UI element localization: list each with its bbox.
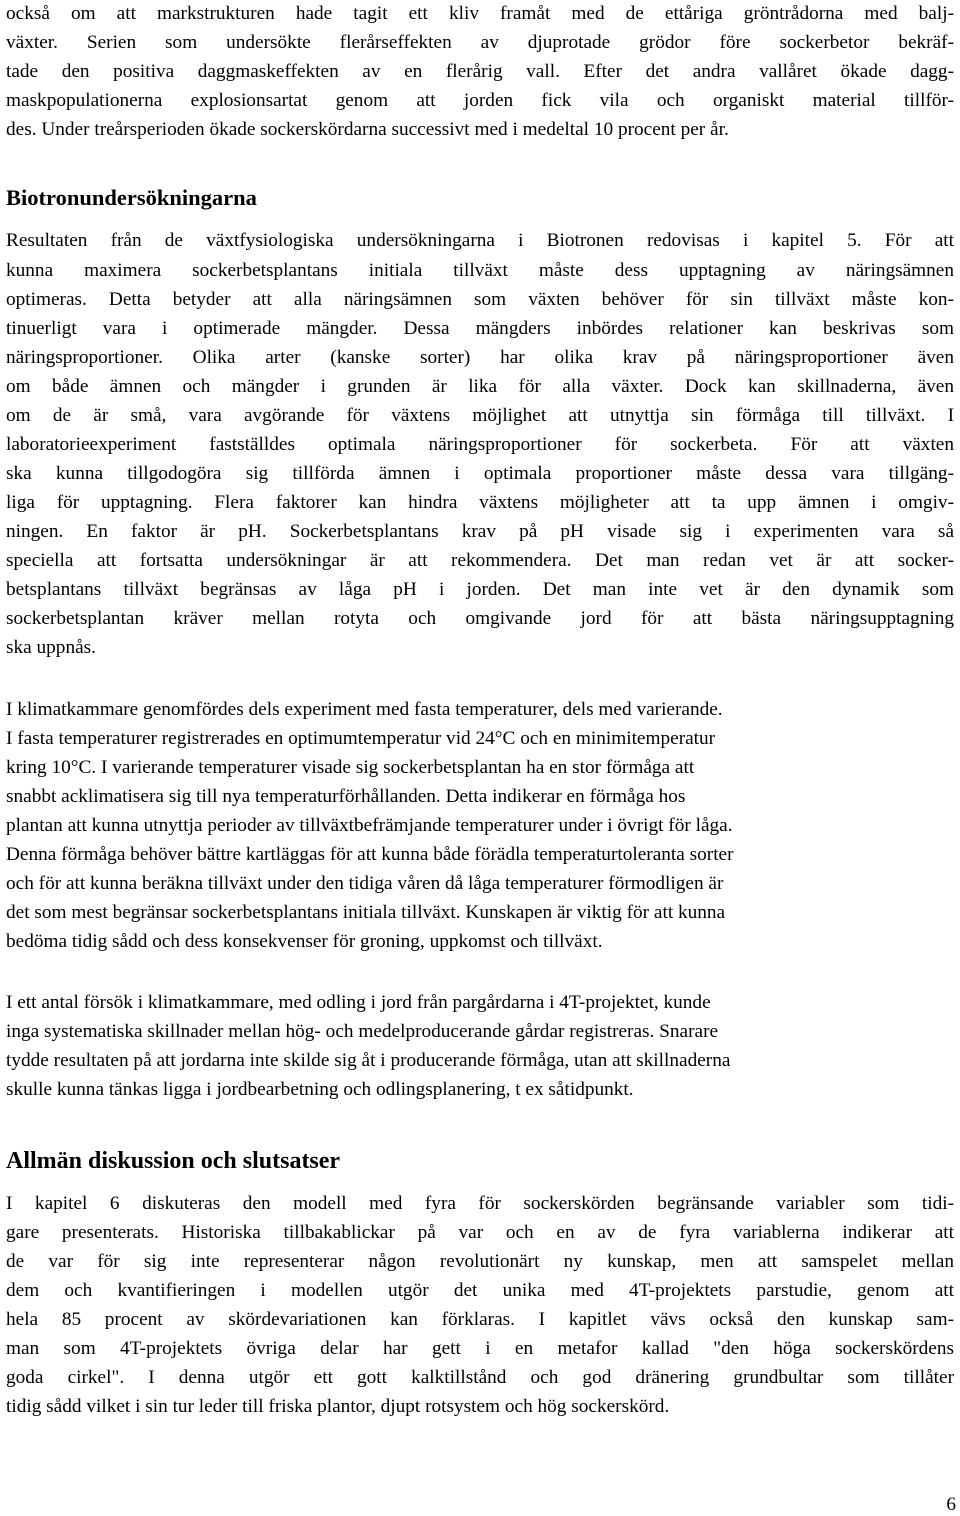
text-line: sockerbetsplantan kräver mellan rotyta och omgivande jord för att bästa näringsupptagning bbox=[6, 608, 954, 629]
text-line: plantan att kunna utnyttja perioder av tillväxtbefrämjande temperaturer under i övrigt för låga. bbox=[6, 815, 733, 836]
text-line: des. Under treårsperioden ökade sockerskördarna successivt med i medeltal 10 procent per år. bbox=[6, 119, 729, 140]
text-line: också om att markstrukturen hade tagit ett kliv framåt med de ettåriga gröntrådorna med balj- bbox=[6, 3, 954, 24]
text-line: I ett antal försök i klimatkammare, med odling i jord från pargårdarna i 4T-projektet, kunde bbox=[6, 992, 711, 1013]
section-heading-biotron: Biotronundersökningarna bbox=[6, 185, 257, 210]
text-line: ska uppnås. bbox=[6, 637, 96, 658]
text-line: och för att kunna beräkna tillväxt under den tidiga våren då låga temperaturer förmodligen är bbox=[6, 873, 724, 894]
text-line: ningen. En faktor är pH. Sockerbetsplantans krav på pH visade sig i experimenten vara så bbox=[6, 521, 954, 542]
text-line: tidig sådd vilket i sin tur leder till friska plantor, djupt rotsystem och hög sockerskörd. bbox=[6, 1396, 670, 1417]
text-line: bedöma tidig sådd och dess konsekvenser för groning, uppkomst och tillväxt. bbox=[6, 931, 603, 952]
section-heading-allman-diskussion: Allmän diskussion och slutsatser bbox=[6, 1148, 341, 1174]
text-line: inga systematiska skillnader mellan hög- och medelproducerande gårdar registreras. Snarare bbox=[6, 1021, 719, 1042]
text-line: om både ämnen och mängder i grunden är lika för alla växter. Dock kan skillnaderna, även bbox=[6, 376, 954, 397]
text-line: I fasta temperaturer registrerades en optimumtemperatur vid 24°C och en minimitemperatur bbox=[6, 728, 716, 749]
text-line: maskpopulationerna explosionsartat genom att jorden fick vila och organiskt material tillför- bbox=[6, 90, 954, 111]
text-line: skulle kunna tänkas ligga i jordbearbetning och odlingsplanering, t ex såtidpunkt. bbox=[6, 1079, 634, 1100]
text-line: kunna maximera sockerbetsplantans initiala tillväxt måste dess upptagning av näringsämnen bbox=[6, 260, 954, 281]
text-line: tydde resultaten på att jordarna inte skilde sig åt i producerande förmåga, utan att skillnaderna bbox=[6, 1050, 731, 1071]
text-line: betsplantans tillväxt begränsas av låga pH i jorden. Det man inte vet är den dynamik som bbox=[6, 579, 954, 600]
text-line: de var för sig inte representerar någon revolutionärt ny kunskap, men att samspelet mellan bbox=[6, 1251, 954, 1272]
text-line: laboratorieexperiment fastställdes optimala näringsproportioner för sockerbeta. För att växten bbox=[6, 434, 954, 455]
text-line: liga för upptagning. Flera faktorer kan hindra växtens möjligheter att ta upp ämnen i omgiv- bbox=[6, 492, 954, 513]
page-number: 6 bbox=[946, 1494, 956, 1515]
text-line: Resultaten från de växtfysiologiska undersökningarna i Biotronen redovisas i kapitel 5. För att bbox=[6, 230, 954, 251]
text-line: dem och kvantifieringen i modellen utgör det unika med 4T-projektets parstudie, genom att bbox=[6, 1280, 954, 1301]
text-line: Denna förmåga behöver bättre kartläggas för att kunna både förädla temperaturtoleranta sorter bbox=[6, 844, 734, 865]
text-line: I kapitel 6 diskuteras den modell med fyra för sockerskörden begränsande variabler som tidi- bbox=[6, 1193, 954, 1214]
text-line: gare presenterats. Historiska tillbakablickar på var och en av de fyra variablerna indikerar att bbox=[6, 1222, 954, 1243]
text-line: goda cirkel". I denna utgör ett gott kalktillstånd och god dränering grundbultar som tillåter bbox=[6, 1367, 954, 1388]
text-line: snabbt acklimatisera sig till nya temperaturförhållanden. Detta indikerar en förmåga hos bbox=[6, 786, 686, 807]
text-line: om de är små, vara avgörande för växtens möjlighet att utnyttja sin förmåga till tillväxt. I bbox=[6, 405, 954, 426]
text-line: tinuerligt vara i optimerade mängder. Dessa mängders inbördes relationer kan beskrivas som bbox=[6, 318, 954, 339]
text-line: tade den positiva daggmaskeffekten av en flerårig vall. Efter det andra vallåret ökade dagg- bbox=[6, 61, 954, 82]
text-line: optimeras. Detta betyder att alla näringsämnen som växten behöver för sin tillväxt måste kon- bbox=[6, 289, 954, 310]
text-line: speciella att fortsatta undersökningar är att rekommendera. Det man redan vet är att socker- bbox=[6, 550, 954, 571]
text-line: näringsproportioner. Olika arter (kanske sorter) har olika krav på näringsproportioner även bbox=[6, 347, 954, 368]
text-line: I klimatkammare genomfördes dels experiment med fasta temperaturer, dels med varierande. bbox=[6, 699, 723, 720]
text-line: man som 4T-projektets övriga delar har gett i en metafor kallad "den höga sockerskördens bbox=[6, 1338, 954, 1359]
text-line: kring 10°C. I varierande temperaturer visade sig sockerbetsplantan ha en stor förmåga att bbox=[6, 757, 695, 778]
text-line: hela 85 procent av skördevariationen kan förklaras. I kapitlet vävs också den kunskap sam- bbox=[6, 1309, 954, 1330]
text-line: växter. Serien som undersökte flerårseffekten av djuprotade grödor före sockerbetor bekräf- bbox=[6, 32, 954, 53]
text-line: det som mest begränsar sockerbetsplantans initiala tillväxt. Kunskapen är viktig för att kunna bbox=[6, 902, 726, 923]
text-line: ska kunna tillgodogöra sig tillförda ämnen i optimala proportioner måste dessa vara tillgäng- bbox=[6, 463, 954, 484]
